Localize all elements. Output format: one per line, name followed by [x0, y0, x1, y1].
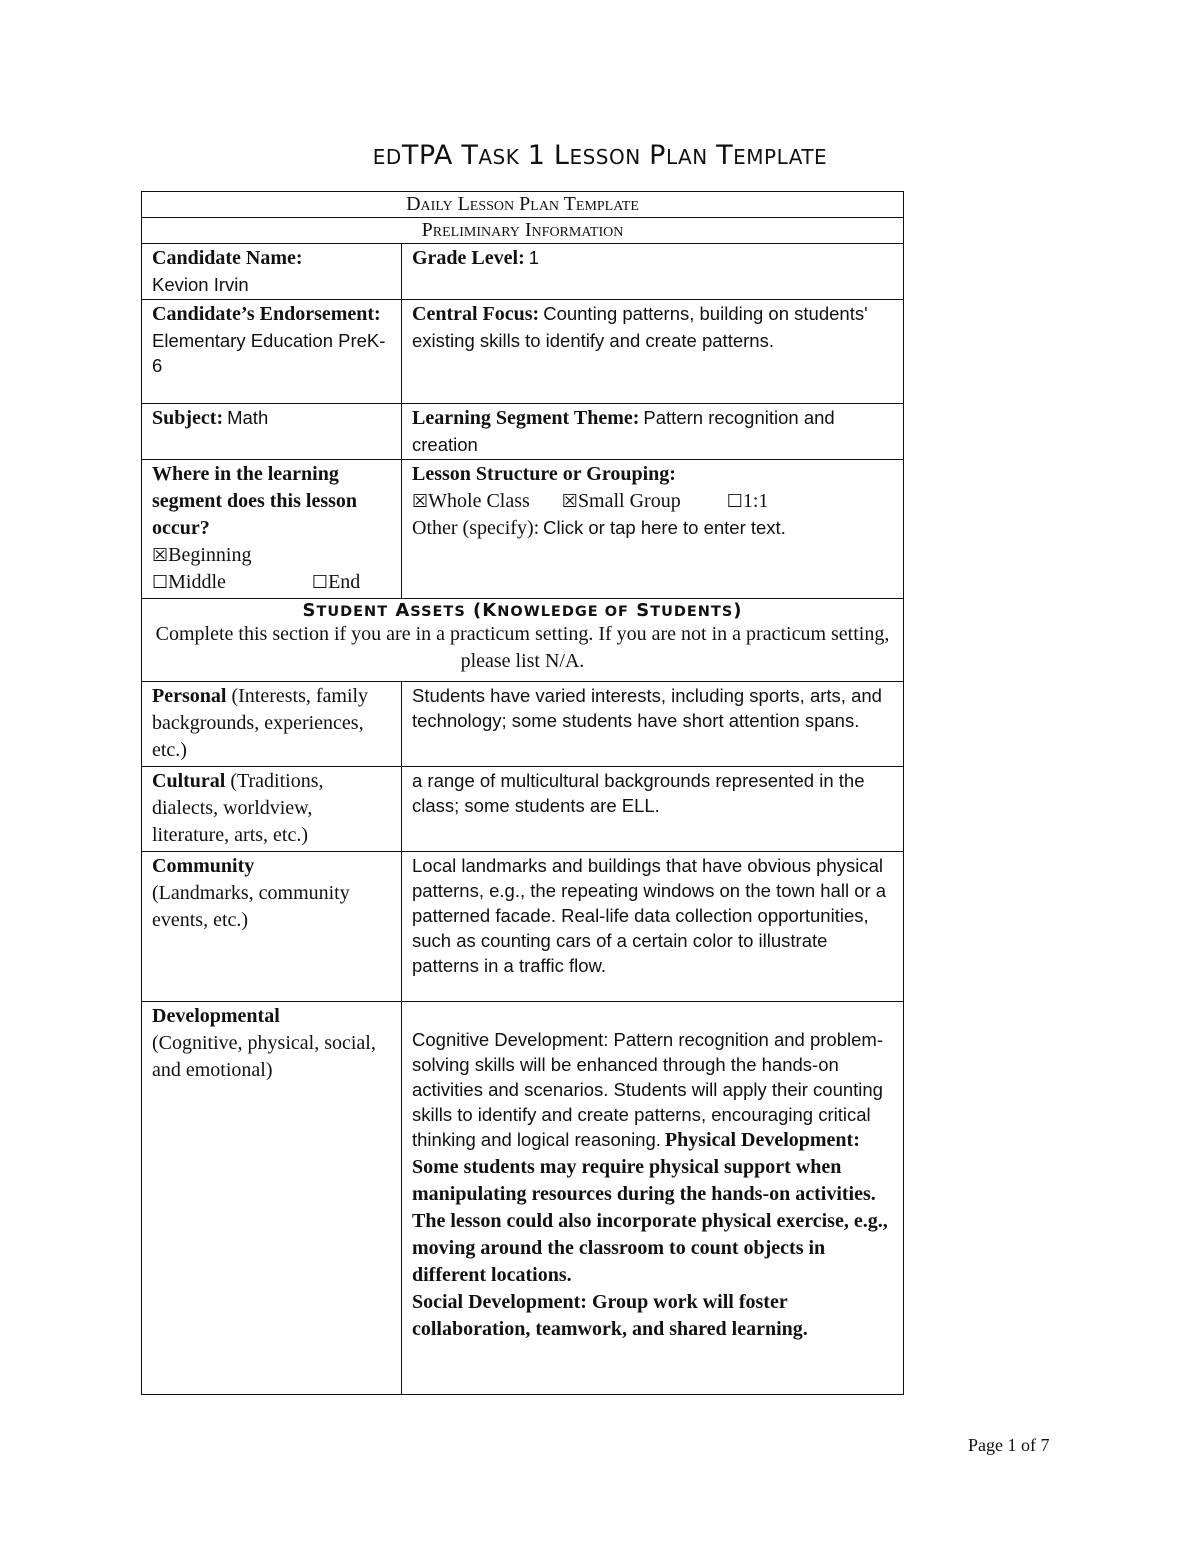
checkbox-beginning-mark: ☒ [152, 545, 169, 566]
central-focus-value[interactable]: Counting patterns, building on students' existing skills to identify and create patterns. [412, 303, 868, 351]
checkbox-middle-label: Middle [168, 571, 226, 593]
cognitive-development-text: Cognitive Development: Pattern recognition and problem-solving skills will be enhanced through the hands-on activities and scenarios. Students will apply their counting skills to identify and create patterns, encouraging critical thinking and logical reasoning. [412, 1029, 883, 1150]
cultural-hint: (Traditions, dialects, worldview, literature, arts, etc.) [152, 770, 324, 846]
checkbox-beginning[interactable] [152, 544, 251, 566]
student-assets-title: STUDENT ASSETS (KNOWLEDGE OF STUDENTS) [302, 600, 743, 621]
subject-value[interactable]: Math [227, 407, 269, 428]
endorsement-value[interactable]: Elementary Education PreK-6 [152, 330, 386, 376]
candidate-name-value[interactable]: Kevion Irvin [152, 274, 249, 295]
developmental-label: Developmental [152, 1005, 280, 1027]
student-assets-header [142, 599, 904, 682]
checkbox-small-group-label: Small Group [577, 490, 681, 512]
candidate-name-label: Candidate Name: [152, 247, 303, 269]
checkbox-one-on-one[interactable] [727, 490, 769, 512]
grade-level-label: Grade Level: [412, 247, 525, 269]
checkbox-end-mark: ☐ [311, 572, 329, 593]
checkbox-one-on-one-mark: ☐ [726, 491, 743, 512]
developmental-cell [142, 1002, 402, 1395]
developmental-value[interactable] [402, 1002, 904, 1395]
checkbox-beginning-label: Beginning [168, 544, 252, 566]
subject-label: Subject: [152, 407, 224, 429]
segment-theme-label: Learning Segment Theme: [412, 407, 640, 429]
document-title: EDTPA TASK 1 LESSON PLAN TEMPLATE [372, 140, 828, 171]
social-development-text: Social Development: Group work will foster collaboration, teamwork, and shared learning. [412, 1291, 808, 1340]
personal-cell [142, 682, 402, 767]
candidate-name-cell [142, 244, 402, 300]
page-footer: Page 1 of 7 [968, 1435, 1050, 1455]
checkbox-end[interactable] [312, 571, 360, 593]
checkbox-small-group[interactable] [562, 490, 681, 512]
central-focus-cell [402, 300, 904, 404]
checkbox-middle-mark: ☐ [152, 572, 169, 593]
personal-label: Personal [152, 685, 227, 707]
other-specify-input[interactable]: Click or tap here to enter text. [543, 517, 786, 538]
subject-cell [142, 404, 402, 460]
personal-value[interactable]: Students have varied interests, including sports, arts, and technology; some students have short attention spans. [402, 682, 904, 767]
checkbox-whole-class-mark: ☒ [412, 491, 429, 512]
community-hint: (Landmarks, community events, etc.) [152, 882, 350, 931]
endorsement-label: Candidate’s Endorsement: [152, 303, 381, 325]
physical-development-text: Physical Development: Some students may require physical support when manipulating resources during the hands-on activities. The lesson could also incorporate physical exercise, e.g., moving around the classroom to count objects in different locations. [412, 1129, 888, 1286]
checkbox-whole-class-label: Whole Class [428, 490, 530, 512]
developmental-hint: (Cognitive, physical, social, and emotional) [152, 1032, 376, 1081]
grouping-cell [402, 460, 904, 599]
segment-theme-value[interactable]: Pattern recognition and creation [412, 407, 835, 455]
student-assets-note: Complete this section if you are in a practicum setting. If you are not in a practicum setting, please list N/A. [155, 623, 890, 672]
cultural-cell [142, 767, 402, 852]
lesson-plan-table [141, 191, 904, 1395]
checkbox-whole-class[interactable] [412, 490, 530, 512]
endorsement-cell [142, 300, 402, 404]
checkbox-one-on-one-label: 1:1 [742, 490, 769, 512]
central-focus-label: Central Focus: [412, 303, 540, 325]
where-in-segment-label: Where in the learning segment does this lesson occur? [152, 463, 358, 539]
where-in-segment-cell [142, 460, 402, 599]
checkbox-middle[interactable] [152, 571, 226, 593]
community-cell [142, 852, 402, 1002]
community-value[interactable]: Local landmarks and buildings that have obvious physical patterns, e.g., the repeating windows on the town hall or a patterned facade. Real-life data collection opportunities, such as counting cars of a certain color to illustrate patterns in a traffic flow. [402, 852, 904, 1002]
grouping-label: Lesson Structure or Grouping: [412, 463, 676, 485]
segment-theme-cell [402, 404, 904, 460]
table-subheader: Preliminary Information [142, 218, 904, 244]
personal-hint: (Interests, family backgrounds, experiences, etc.) [152, 685, 369, 761]
checkbox-end-label: End [328, 571, 361, 593]
grade-level-value[interactable]: 1 [528, 247, 540, 268]
cultural-value[interactable]: a range of multicultural backgrounds represented in the class; some students are ELL. [402, 767, 904, 852]
community-label: Community [152, 855, 255, 877]
cultural-label: Cultural [152, 770, 226, 792]
checkbox-small-group-mark: ☒ [561, 491, 578, 512]
table-header: Daily Lesson Plan Template [142, 192, 904, 218]
other-specify-label: Other (specify): [412, 517, 540, 539]
grade-level-cell [402, 244, 904, 300]
